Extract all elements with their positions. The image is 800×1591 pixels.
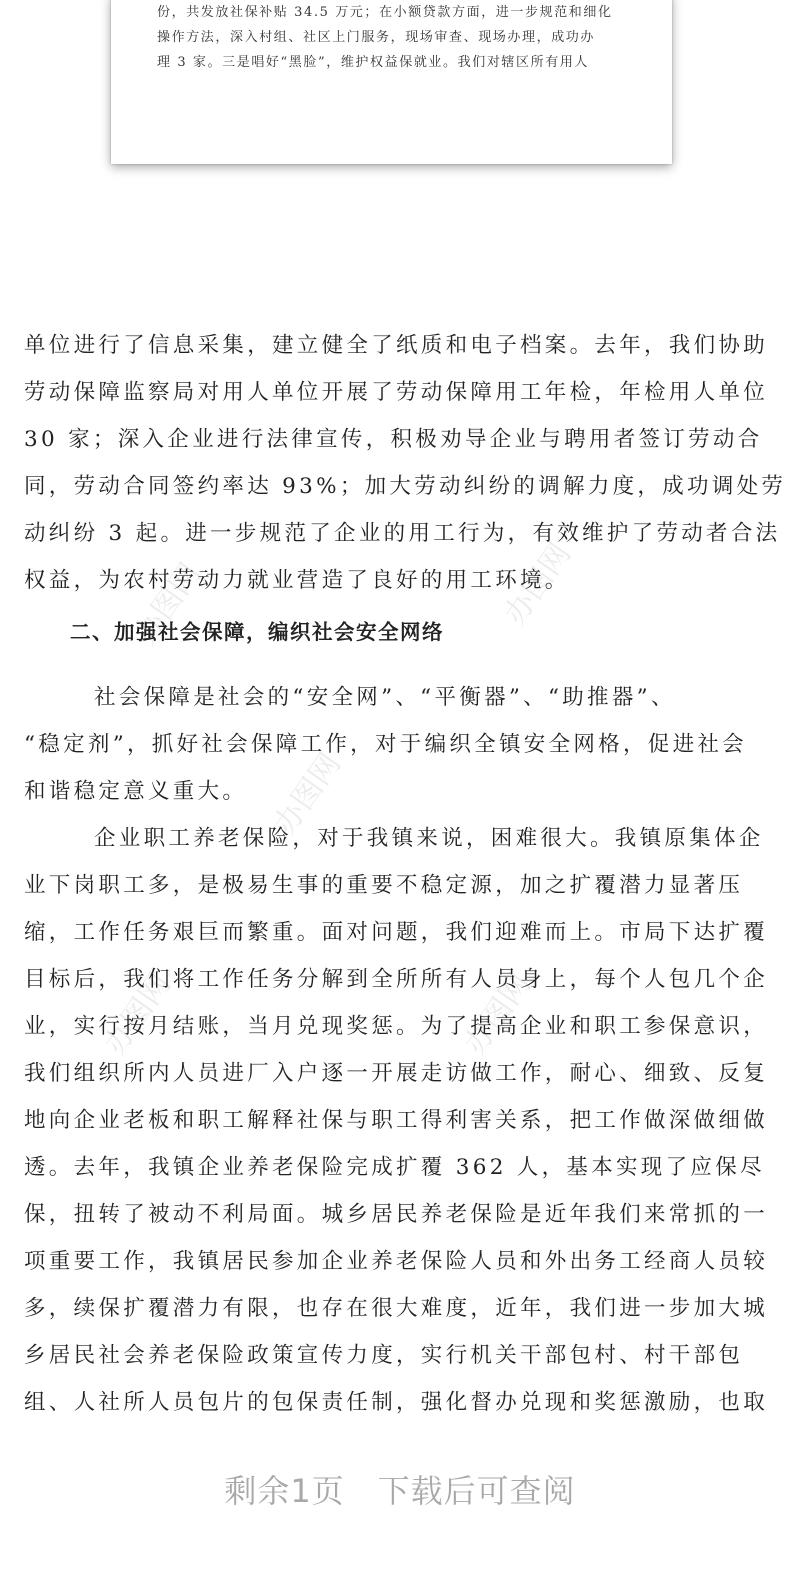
paragraph-line: 多，续保扩覆潜力有限，也存在很大难度，近年，我们进一步加大城	[24, 1296, 769, 1321]
paragraph-line: 社会保障是社会的“安全网”、“平衡器”、“助推器”、	[94, 685, 676, 710]
section-heading: 二、加强社会保障，编织社会安全网络	[70, 620, 444, 644]
paragraph-line: 劳动保障监察局对用人单位开展了劳动保障用工年检，年检用人单位	[24, 380, 769, 405]
preview-line: 份，共发放社保补贴 34.5 万元；在小额贷款方面，进一步规范和细化	[157, 5, 613, 20]
preview-text	[157, 0, 629, 75]
paragraph-line: 保，扭转了被动不利局面。城乡居民养老保险是近年我们来常抓的一	[24, 1202, 769, 1227]
paragraph-line: 我们组织所内人员进厂入户逐一开展走访做工作，耐心、细致、反复	[24, 1061, 769, 1086]
paragraph-line: “稳定剂”，抓好社会保障工作，对于编织全镇安全网格，促进社会	[24, 732, 747, 757]
preview-line: 操作方法，深入村组、社区上门服务，现场审查、现场办理，成功办	[157, 30, 596, 45]
paragraph-line: 和谐稳定意义重大。	[24, 779, 248, 804]
paragraph-line: 乡居民社会养老保险政策宣传力度，实行机关干部包村、村干部包	[24, 1343, 744, 1368]
paragraph-line: 权益，为农村劳动力就业营造了良好的用工环境。	[24, 568, 570, 593]
watermark: 办图网	[497, 537, 579, 631]
paragraph-line: 项重要工作，我镇居民参加企业养老保险人员和外出务工经商人员较	[24, 1249, 769, 1274]
watermark: 办图网	[267, 747, 349, 841]
paragraph-line: 同，劳动合同签约率达 93%；加大劳动纠纷的调解力度，成功调处劳	[24, 474, 787, 499]
paragraph-line: 业，实行按月结账，当月兑现奖惩。为了提高企业和职工参保意识，	[24, 1014, 769, 1039]
watermark: 办图网	[97, 967, 179, 1061]
document-body	[24, 322, 787, 1426]
paragraph-line: 透。去年，我镇企业养老保险完成扩覆 362 人，基本实现了应保尽	[24, 1155, 765, 1180]
paragraph-line: 组、人社所人员包片的包保责任制，强化督办兑现和奖惩激励，也取	[24, 1390, 769, 1415]
paragraph-line: 30 家；深入企业进行法律宣传，积极劝导企业与聘用者签订劳动合	[24, 427, 763, 452]
preview-line: 理 3 家。三是唱好“黑脸”，维护权益保就业。我们对辖区所有用人	[157, 55, 590, 70]
paragraph-line: 缩，工作任务艰巨而繁重。面对问题，我们迎难而上。市局下达扩覆	[24, 920, 769, 945]
paragraph-line: 企业职工养老保险，对于我镇来说，困难很大。我镇原集体企	[94, 826, 764, 851]
paragraph-line: 单位进行了信息采集，建立健全了纸质和电子档案。去年，我们协助	[24, 333, 769, 358]
watermark: 办图网	[127, 557, 209, 651]
paragraph-line: 地向企业老板和职工解释社保与职工得利害关系，把工作做深做细做	[24, 1108, 769, 1133]
paragraph-line: 业下岗职工多，是极易生事的重要不稳定源，加之扩覆潜力显著压	[24, 873, 744, 898]
watermark: 办图网	[457, 967, 539, 1061]
paragraph-line: 目标后，我们将工作任务分解到全所所有人员身上，每个人包几个企	[24, 967, 769, 992]
previous-page-preview	[111, 0, 672, 164]
paragraph-line: 动纠纷 3 起。进一步规范了企业的用工行为，有效维护了劳动者合法	[24, 521, 781, 546]
download-to-view-notice[interactable]: 剩余1页 下载后可查阅	[224, 1472, 576, 1510]
